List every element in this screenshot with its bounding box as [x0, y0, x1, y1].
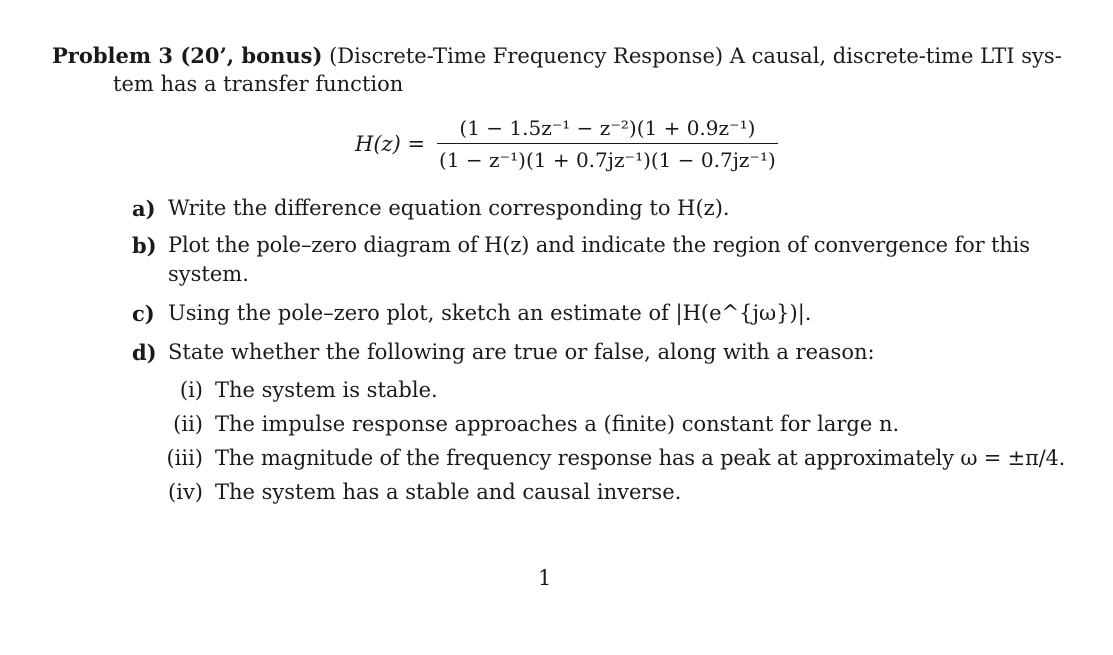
- part-b-label: b): [132, 233, 157, 258]
- equation-numerator: (1 − 1.5z⁻¹ − z⁻²)(1 + 0.9z⁻¹): [459, 116, 756, 140]
- fraction-bar: [437, 143, 778, 144]
- subpart-iii-label: (iii): [166, 446, 203, 470]
- equation-lhs: H(z) =: [355, 132, 426, 156]
- page-number: 1: [538, 566, 552, 590]
- problem-intro-line-1: [52, 45, 1062, 67]
- subpart-i-text: The system is stable.: [215, 378, 438, 402]
- equation-denominator: (1 − z⁻¹)(1 + 0.7jz⁻¹)(1 − 0.7jz⁻¹): [439, 148, 776, 172]
- problem-intro-text: (Discrete-Time Frequency Response) A causal, discrete-time LTI sys-: [322, 44, 1062, 68]
- equation-fraction: [437, 116, 778, 172]
- subpart-i-label: (i): [179, 378, 203, 402]
- subpart-ii-text: The impulse response approaches a (finite) constant for large n.: [215, 412, 900, 436]
- transfer-function-equation: [355, 113, 778, 175]
- subpart-iv-label: (iv): [168, 480, 203, 504]
- part-c-text: Using the pole–zero plot, sketch an estimate of |H(e^{jω})|.: [168, 301, 812, 325]
- part-c-label: c): [132, 301, 155, 326]
- problem-heading: Problem 3 (20’, bonus): [52, 43, 323, 68]
- subpart-ii-label: (ii): [173, 412, 203, 436]
- part-a-label: a): [132, 196, 156, 221]
- subpart-iii-text: The magnitude of the frequency response has a peak at approximately ω = ±π/4.: [215, 446, 1066, 470]
- part-d-text: State whether the following are true or false, along with a reason:: [168, 340, 875, 364]
- part-d-label: d): [132, 340, 157, 365]
- subpart-iv-text: The system has a stable and causal inverse.: [215, 480, 682, 504]
- part-b-text-line-2: system.: [168, 262, 249, 286]
- part-a-text: Write the difference equation corresponding to H(z).: [168, 196, 730, 220]
- problem-intro-line-2: tem has a transfer function: [113, 72, 404, 96]
- part-b-text-line-1: Plot the pole–zero diagram of H(z) and indicate the region of convergence for this: [168, 233, 1030, 257]
